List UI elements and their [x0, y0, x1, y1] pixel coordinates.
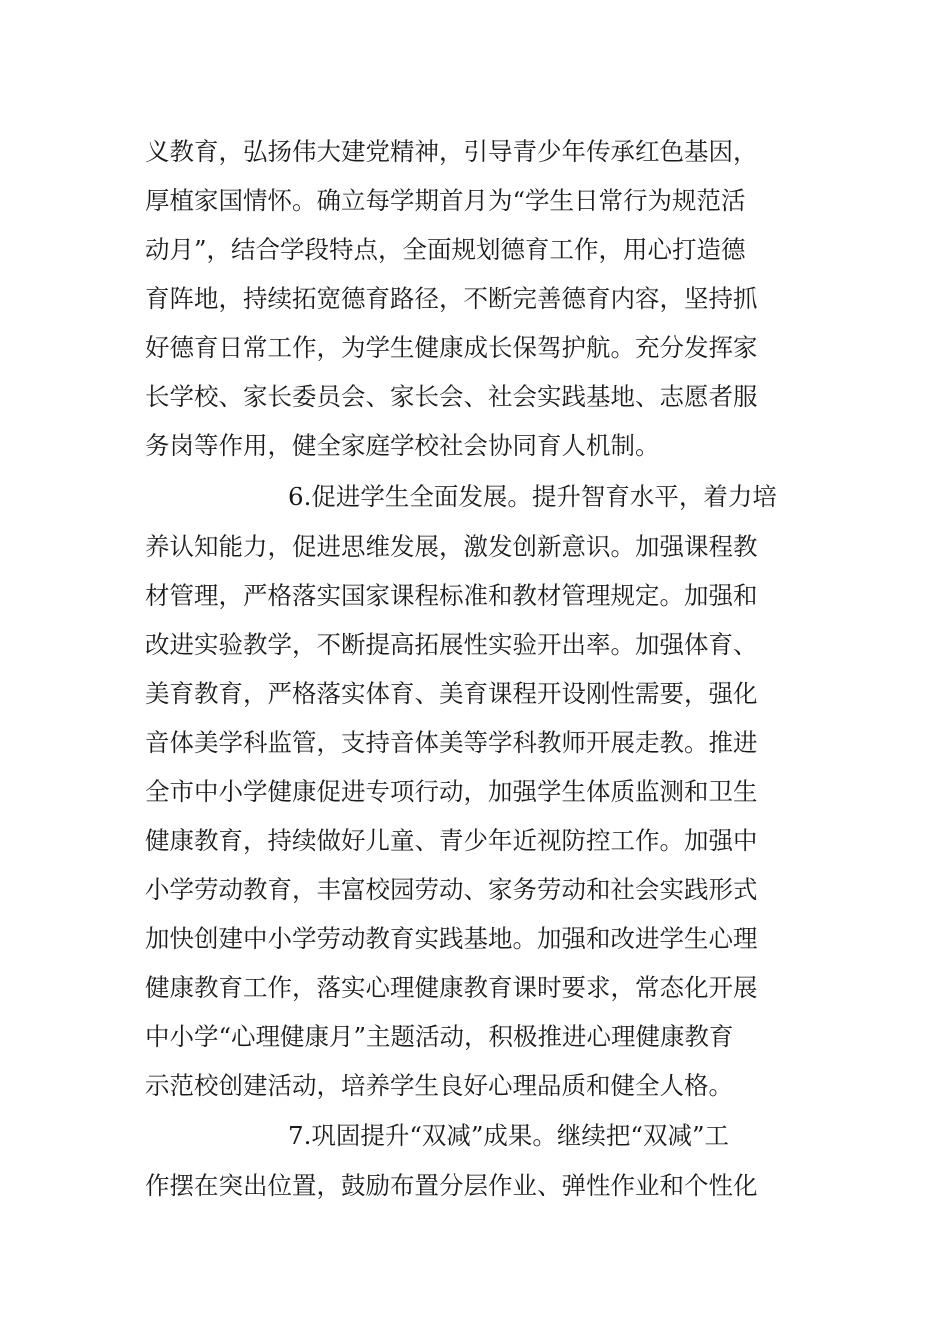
text-line: 示范校创建活动，培养学生良好心理品质和健全人格。	[145, 1071, 733, 1100]
text-line: 务岗等作用，健全家庭学校社会协同育人机制。	[145, 431, 660, 460]
text-line: 好德育日常工作，为学生健康成长保驾护航。充分发挥家	[145, 333, 758, 362]
text-line: 加快创建中小学劳动教育实践基地。加强和改进学生心理	[145, 924, 758, 953]
text-line: 养认知能力，促进思维发展，激发创新意识。加强课程教	[145, 532, 758, 561]
text-line: 动月”，结合学段特点，全面规划德育工作，用心打造德	[145, 235, 746, 264]
section-heading-7: 7.巩固提升“双减”成果。继续把“双减”工	[288, 1121, 729, 1150]
text-line: 义教育，弘扬伟大建党精神，引导青少年传承红色基因，	[145, 137, 758, 166]
text-line: 全市中小学健康促进专项行动，加强学生体质监测和卫生	[145, 777, 758, 806]
text-line: 长学校、家长委员会、家长会、社会实践基地、志愿者服	[145, 382, 758, 411]
text-line: 材管理，严格落实国家课程标准和教材管理规定。加强和	[145, 581, 758, 610]
text-line: 作摆在突出位置，鼓励布置分层作业、弹性作业和个性化	[145, 1171, 758, 1200]
text-line: 育阵地，持续拓宽德育路径，不断完善德育内容，坚持抓	[145, 284, 758, 313]
text-line: 厚植家国情怀。确立每学期首月为“学生日常行为规范活	[145, 186, 746, 215]
section-heading-6: 6.促进学生全面发展。提升智育水平，着力培	[288, 482, 777, 511]
text-line: 健康教育工作，落实心理健康教育课时要求，常态化开展	[145, 973, 758, 1002]
text-line: 美育教育，严格落实体育、美育课程开设刚性需要，强化	[145, 679, 758, 708]
text-line: 音体美学科监管，支持音体美等学科教师开展走教。推进	[145, 728, 758, 757]
text-line: 改进实验教学，不断提高拓展性实验开出率。加强体育、	[145, 630, 758, 659]
text-line: 小学劳动教育，丰富校园劳动、家务劳动和社会实践形式	[145, 875, 758, 904]
text-line: 中小学“心理健康月”主题活动，积极推进心理健康教育	[145, 1022, 734, 1051]
text-line: 健康教育，持续做好儿童、青少年近视防控工作。加强中	[145, 826, 758, 855]
